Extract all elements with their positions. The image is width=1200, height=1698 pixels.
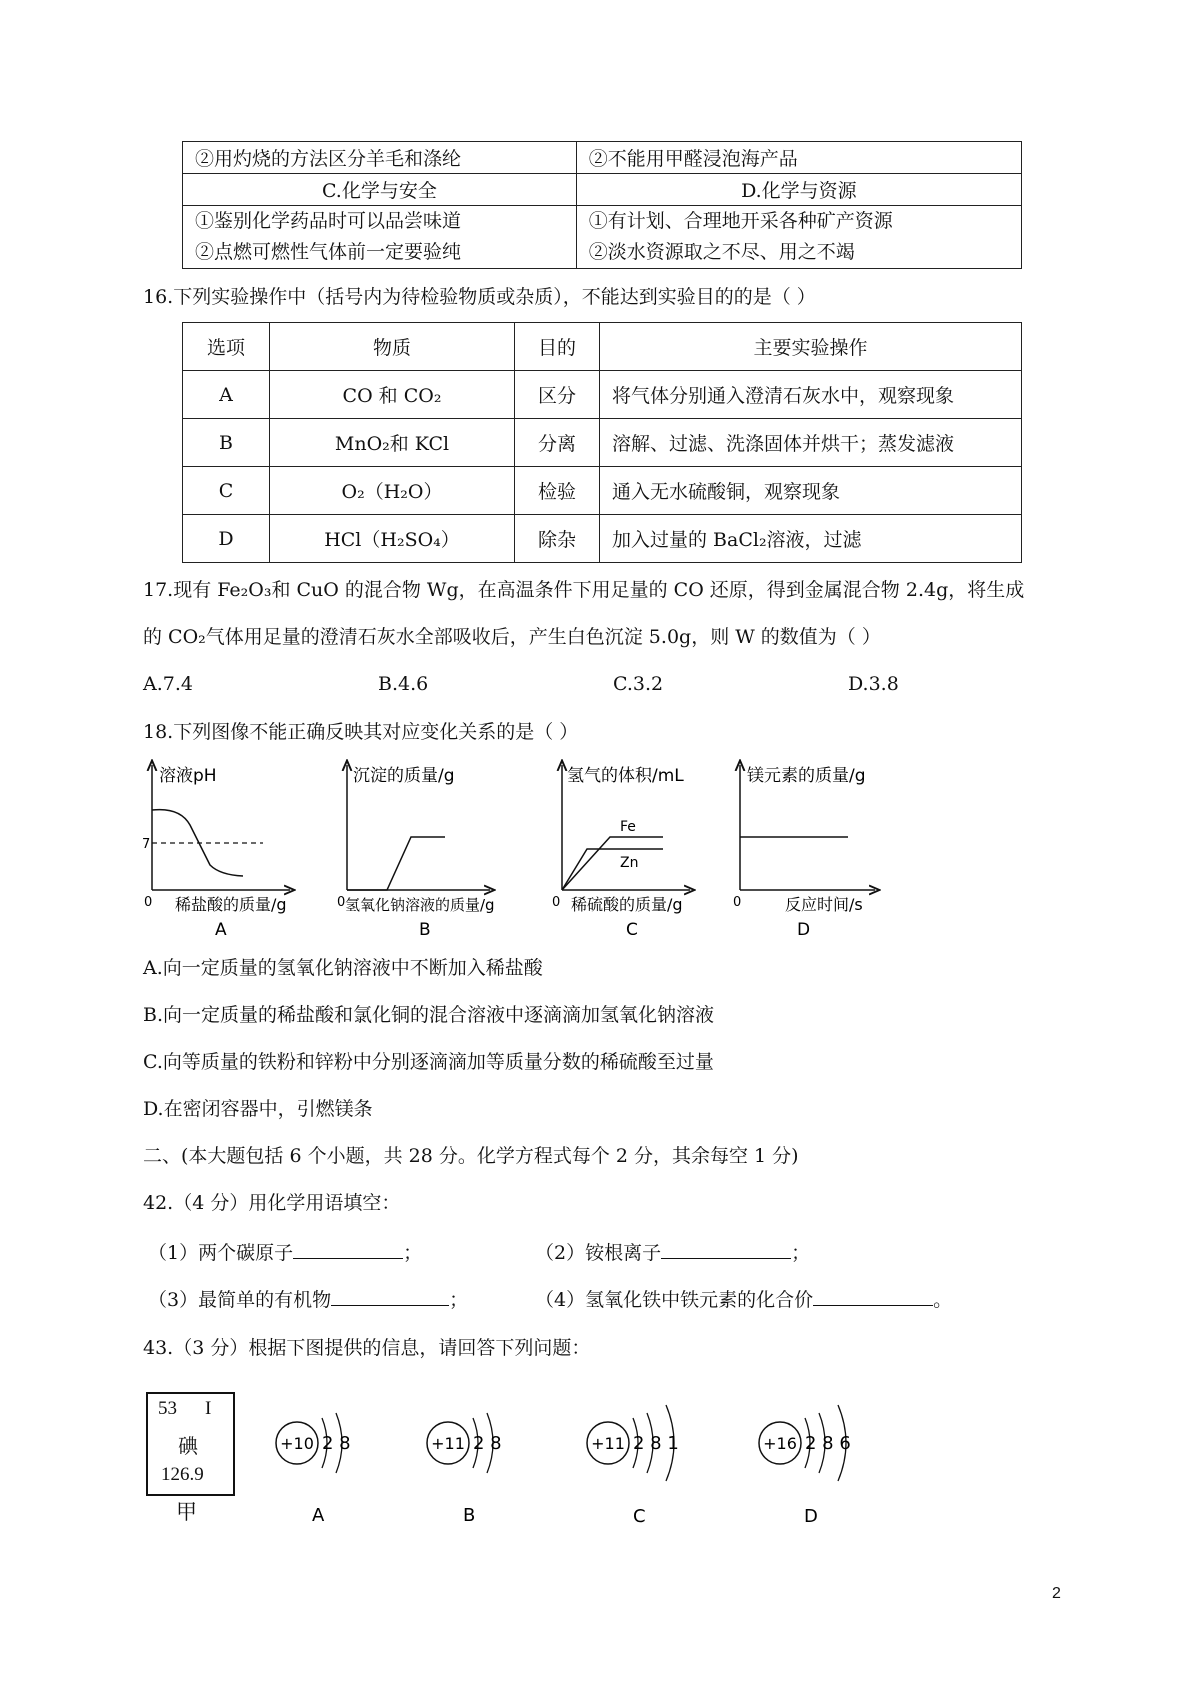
table-row: [183, 515, 1022, 563]
q17-line2: 的 CO₂气体用足量的澄清石灰水全部吸收后，产生白色沉淀 5.0g，则 W 的数值为（ ）: [143, 626, 881, 648]
page-number: 2: [1052, 1585, 1061, 1602]
q16-cell: A: [183, 371, 270, 419]
q16-cell: MnO₂和 KCl: [270, 419, 515, 467]
q42-blank-4: [535, 1287, 952, 1312]
graph-a: [142, 765, 290, 940]
atom-a: [276, 1413, 351, 1525]
graph-tag: B: [419, 920, 431, 940]
q42-prompt: （1）两个碳原子: [148, 1242, 294, 1264]
punct: 。: [933, 1289, 953, 1311]
q15-item: ①有计划、合理地开采各种矿产资源: [588, 210, 893, 232]
answer-blank[interactable]: [293, 1240, 403, 1259]
axis-label: 稀硫酸的质量/g: [571, 895, 683, 914]
atom-tag: D: [804, 1506, 818, 1525]
q16-cell: CO 和 CO₂: [270, 371, 515, 419]
table-row: [183, 371, 1022, 419]
atom-d: [759, 1405, 851, 1525]
answer-blank[interactable]: [331, 1287, 449, 1306]
graph-b: [337, 765, 495, 940]
series-label: Zn: [620, 855, 639, 871]
axis-label: 溶液pH: [159, 766, 217, 786]
q18-option: D.在密闭容器中，引燃镁条: [143, 1098, 373, 1120]
atom-b: [427, 1413, 502, 1525]
atom-tag: C: [633, 1506, 646, 1525]
graph-tag: A: [215, 920, 227, 940]
option: C.3.2: [613, 673, 664, 695]
nucleus-charge: +10: [280, 1434, 314, 1453]
element-label: 甲: [176, 1500, 197, 1524]
q16-header: 选项: [183, 323, 270, 371]
answer-blank[interactable]: [661, 1240, 791, 1259]
nucleus-charge: +11: [431, 1434, 465, 1453]
table-row: [183, 467, 1022, 515]
table-row: [183, 419, 1022, 467]
origin-label: 0: [733, 895, 742, 910]
nucleus-charge: +11: [591, 1434, 625, 1453]
atom-tag: B: [463, 1505, 476, 1525]
q15-header-c: C.化学与安全: [183, 174, 577, 206]
axis-label: 反应时间/s: [785, 895, 863, 914]
periodic-table-cell: [146, 1392, 235, 1496]
q16-cell: 溶解、过滤、洗涤固体并烘干；蒸发滤液: [600, 419, 1022, 467]
shell-electrons: 2 8 1: [633, 1433, 679, 1454]
curve-b: [347, 837, 445, 890]
q16-cell: B: [183, 419, 270, 467]
q16-cell: D: [183, 515, 270, 563]
atom-diagrams: [260, 1385, 880, 1525]
q15-item: ②淡水资源取之不尽、用之不竭: [588, 241, 855, 263]
atomic-number: 53: [158, 1398, 177, 1419]
axis-label: 氢气的体积/mL: [567, 766, 684, 786]
q16-stem: 16.下列实验操作中（括号内为待检验物质或杂质），不能达到实验目的的是（ ）: [143, 286, 816, 308]
q42-stem: 42.（4 分）用化学用语填空：: [143, 1192, 401, 1214]
q15-item: ②点燃可燃性气体前一定要验纯: [195, 241, 462, 263]
option: B.4.6: [378, 673, 429, 695]
section-heading: 二、(本大题包括 6 个小题，共 28 分。化学方程式每个 2 分，其余每空 1 分): [143, 1145, 799, 1167]
punct: ；: [791, 1242, 811, 1264]
punct: ；: [449, 1289, 469, 1311]
option: A.7.4: [143, 673, 193, 695]
q42-blank-1: [148, 1240, 422, 1265]
q16-cell: O₂（H₂O）: [270, 467, 515, 515]
q43-stem: 43.（3 分）根据下图提供的信息，请回答下列问题：: [143, 1337, 591, 1359]
q15-header-d: D.化学与资源: [576, 174, 1021, 206]
q16-header: 主要实验操作: [600, 323, 1022, 371]
nucleus-charge: +16: [763, 1434, 797, 1453]
q18-graphs: [135, 755, 895, 940]
axis-label: 氢氧化钠溶液的质量/g: [345, 896, 495, 914]
q16-cell: C: [183, 467, 270, 515]
q15-cell: ②不能用甲醛浸泡海产品: [576, 142, 1021, 174]
curve-fe: [562, 837, 663, 890]
q18-option: C.向等质量的铁粉和锌粉中分别逐滴滴加等质量分数的稀硫酸至过量: [143, 1051, 714, 1073]
shell-electrons: 2 8: [322, 1433, 351, 1454]
q42-blank-2: [535, 1240, 810, 1265]
axis-label: 沉淀的质量/g: [353, 766, 455, 786]
origin-label: 0: [552, 895, 561, 910]
q18-option: A.向一定质量的氢氧化钠溶液中不断加入稀盐酸: [143, 957, 543, 979]
answer-blank[interactable]: [813, 1287, 933, 1306]
element-symbol: I: [205, 1398, 212, 1419]
q16-cell: HCl（H₂SO₄）: [270, 515, 515, 563]
q17-line1: 17.现有 Fe₂O₃和 CuO 的混合物 Wg，在高温条件下用足量的 CO 还原，得到金属混合物 2.4g，将生成: [143, 579, 1025, 601]
axis-label: 稀盐酸的质量/g: [175, 895, 287, 914]
q18-stem: 18.下列图像不能正确反映其对应变化关系的是（ ）: [143, 721, 579, 743]
q16-header: 物质: [270, 323, 515, 371]
graph-d: [733, 765, 875, 940]
curve-zn: [562, 849, 663, 890]
origin-label: 0: [337, 895, 346, 910]
q42-prompt: （3）最简单的有机物: [148, 1289, 332, 1311]
axis-label: 镁元素的质量/g: [747, 766, 866, 786]
graph-c: [552, 765, 690, 940]
atom-c: [587, 1405, 679, 1525]
q16-header: 目的: [515, 323, 600, 371]
atom-tag: A: [312, 1505, 325, 1525]
atomic-mass: 126.9: [161, 1464, 204, 1485]
q18-option: B.向一定质量的稀盐酸和氯化铜的混合溶液中逐滴滴加氢氧化钠溶液: [143, 1004, 715, 1026]
series-label: Fe: [620, 819, 636, 835]
q16-table: [182, 322, 1022, 563]
q15-cell: ②用灼烧的方法区分羊毛和涤纶: [183, 142, 577, 174]
option: D.3.8: [848, 673, 899, 695]
q15-item: ①鉴别化学药品时可以品尝味道: [195, 210, 462, 232]
q16-cell: 将气体分别通入澄清石灰水中，观察现象: [600, 371, 1022, 419]
q15-cell-d: [576, 206, 1021, 269]
q42-prompt: （2）铵根离子: [535, 1242, 662, 1264]
q16-cell: 检验: [515, 467, 600, 515]
origin-label: 0: [144, 895, 153, 910]
q16-cell: 加入过量的 BaCl₂溶液，过滤: [600, 515, 1022, 563]
q42-prompt: （4）氢氧化铁中铁元素的化合价: [535, 1289, 814, 1311]
graph-tag: D: [797, 920, 811, 940]
q15-table: [182, 141, 1022, 269]
q16-cell: 通入无水硫酸铜，观察现象: [600, 467, 1022, 515]
q42-blank-3: [148, 1287, 468, 1312]
mark-label: 7: [142, 837, 151, 852]
element-name: 碘: [178, 1436, 198, 1458]
q15-cell-c: [183, 206, 577, 269]
q16-cell: 除杂: [515, 515, 600, 563]
shell-electrons: 2 8: [473, 1433, 502, 1454]
punct: ；: [403, 1242, 423, 1264]
q16-cell: 区分: [515, 371, 600, 419]
graph-tag: C: [626, 920, 638, 940]
q16-cell: 分离: [515, 419, 600, 467]
shell-electrons: 2 8 6: [805, 1433, 851, 1454]
